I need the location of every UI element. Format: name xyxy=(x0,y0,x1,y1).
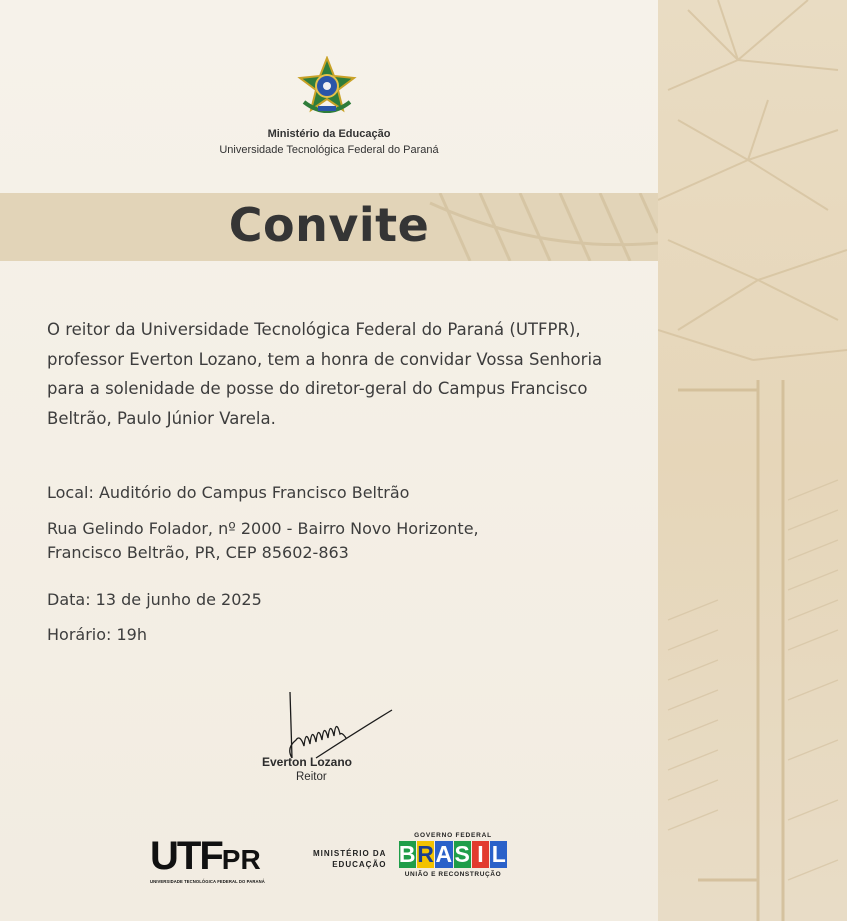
brasil-letter: L xyxy=(491,841,506,867)
page-title: Convite xyxy=(228,198,430,252)
mec-logo xyxy=(313,848,386,870)
paragraph-line: para a solenidade de posse do diretor-geral do Campus Francisco xyxy=(47,379,588,398)
address-line-2: Francisco Beltrão, PR, CEP 85602-863 xyxy=(47,543,349,562)
utfpr-logo xyxy=(150,836,265,884)
utfpr-subtitle: UNIVERSIDADE TECNOLÓGICA FEDERAL DO PARANÁ xyxy=(150,879,265,884)
utfpr-wordmark-pr: PR xyxy=(221,844,261,875)
brasil-letter: I xyxy=(472,841,489,868)
address-line-1: Rua Gelindo Folador, nº 2000 - Bairro Novo Horizonte, xyxy=(47,519,479,538)
mec-line-1: MINISTÉRIO DA xyxy=(313,849,387,858)
brasil-letter: R xyxy=(417,841,434,867)
gov-bottom-label: UNIÃO E RECONSTRUÇÃO xyxy=(404,871,502,878)
invitation-paragraph xyxy=(47,315,647,433)
araucaria-illustration xyxy=(658,0,847,921)
brazil-coat-of-arms-icon xyxy=(296,56,358,118)
brasil-letter: S xyxy=(454,841,470,867)
paragraph-line: O reitor da Universidade Tecnológica Federal do Paraná (UTFPR), xyxy=(47,320,581,339)
gov-top-label: GOVERNO FEDERAL xyxy=(414,832,492,839)
mec-line-2: EDUCAÇÃO xyxy=(332,860,387,869)
utfpr-wordmark-ut: UTF xyxy=(150,834,222,878)
brasil-wordmark xyxy=(398,841,508,868)
event-date: Data: 13 de junho de 2025 xyxy=(47,590,262,609)
event-time: Horário: 19h xyxy=(47,625,147,644)
brasil-letter: A xyxy=(435,841,453,867)
decorative-plant-strip xyxy=(658,0,847,921)
event-location: Local: Auditório do Campus Francisco Beltrão xyxy=(47,483,410,502)
university-name: Universidade Tecnológica Federal do Paraná xyxy=(219,144,439,156)
ministry-name: Ministério da Educação xyxy=(267,128,391,140)
footer-logos xyxy=(0,830,658,890)
brasil-letter: B xyxy=(398,841,416,867)
governo-federal-logo xyxy=(398,832,508,878)
paragraph-line: Beltrão, Paulo Júnior Varela. xyxy=(47,408,276,428)
utfpr-wordmark xyxy=(150,836,265,880)
signer-role: Reitor xyxy=(296,771,327,783)
signer-name: Everton Lozano xyxy=(262,755,353,769)
paragraph-line: professor Everton Lozano, tem a honra de convidar Vossa Senhoria xyxy=(47,349,603,369)
